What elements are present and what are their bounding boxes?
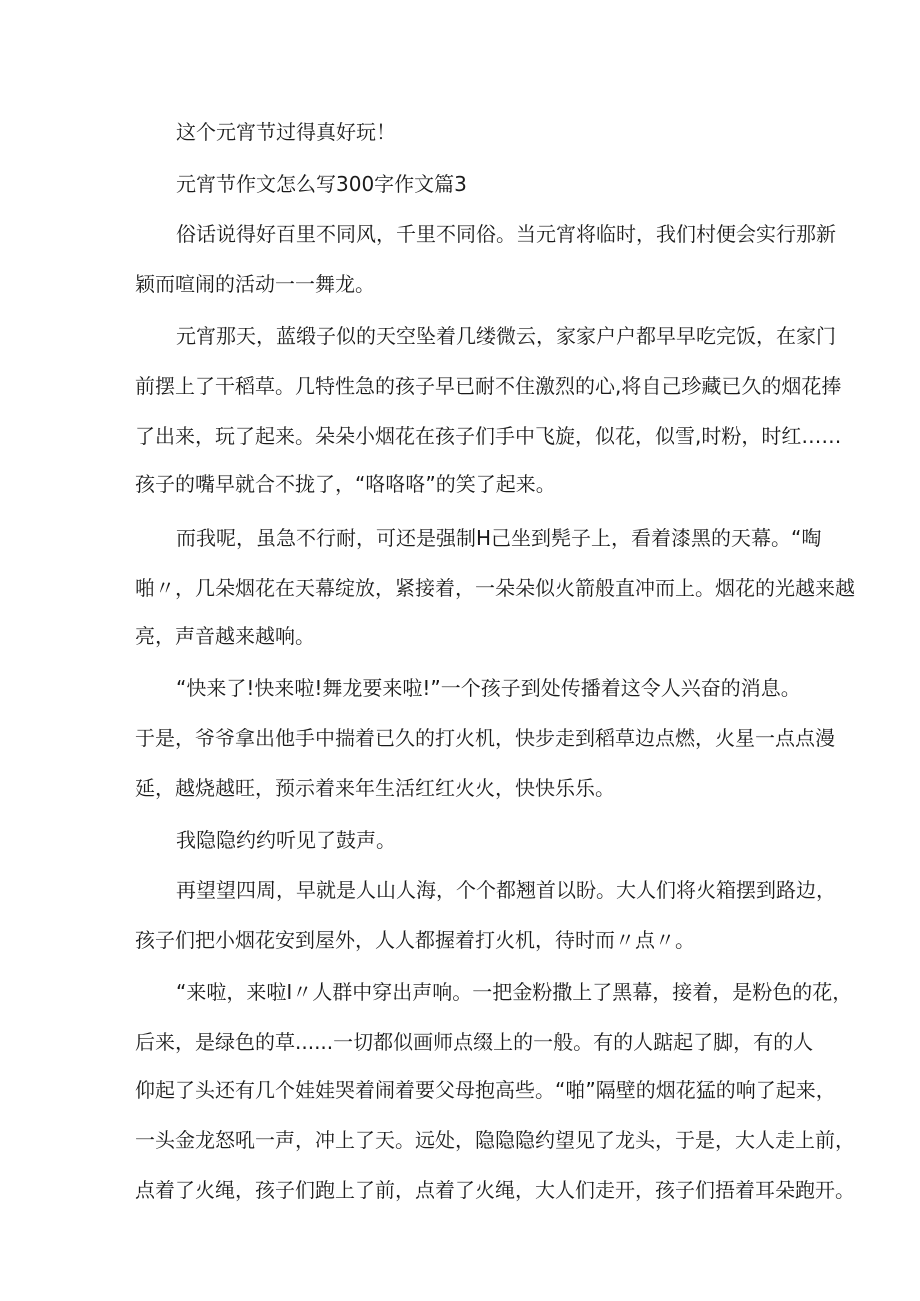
- paragraph-line: 我隐隐约约听见了鼓声。: [176, 828, 396, 852]
- paragraph-line: 孩子们把小烟花安到屋外，人人都握着打火机，待时而〃点〃。: [135, 928, 695, 952]
- paragraph-line: 孩子的嘴早就合不拢了，“咯咯咯”的笑了起来。: [135, 472, 556, 496]
- paragraph-line: 一头金龙怒吼一声，冲上了天。远处，隐隐隐约望见了龙头，于是，大人走上前，: [135, 1128, 855, 1152]
- paragraph-line: 再望望四周，早就是人山人海，个个都翘首以盼。大人们将火箱摆到路边，: [176, 878, 836, 902]
- paragraph-line: 延，越烧越旺，预示着来年生活红红火火，快快乐乐。: [135, 776, 615, 800]
- paragraph-line: 点着了火绳，孩子们跑上了前，点着了火绳，大人们走开，孩子们捂着耳朵跑开。: [135, 1178, 855, 1202]
- paragraph-line: 亮，声音越来越响。: [135, 624, 315, 648]
- paragraph-line: 而我呢，虽急不行耐，可还是强制H己坐到髡子上，看着漆黑的天幕。“啕: [176, 526, 822, 550]
- paragraph-line: 于是，爷爷拿出他手中揣着已久的打火机，快步走到稻草边点燃，火星一点点漫: [135, 726, 835, 750]
- paragraph-line: 了出来，玩了起来。朵朵小烟花在孩子们手中飞旋，似花，似雪,时粉，时红……: [135, 424, 842, 448]
- paragraph-line: 元宵那天，蓝缎子似的天空坠着几缕微云，家家户户都早早吃完饭，在家门: [176, 324, 836, 348]
- paragraph-line: 这个元宵节过得真好玩！: [176, 120, 396, 144]
- paragraph-line: “快来了!快来啦!舞龙要来啦!”一个孩子到处传播着这令人兴奋的消息。: [176, 676, 801, 700]
- paragraph-line: 俗话说得好百里不同风，千里不同俗。当元宵将临时，我们村便会实行那新: [176, 222, 836, 246]
- paragraph-line: 啪〃，几朵烟花在天幕绽放，紧接着，一朵朵似火箭般直冲而上。烟花的光越来越: [135, 576, 855, 600]
- paragraph-line: 仰起了头还有几个娃娃哭着闹着要父母抱高些。“啪”隔壁的烟花猛的响了起来，: [135, 1078, 836, 1102]
- paragraph-line: “来啦，来啦I〃人群中穿出声响。一把金粉撒上了黑幕，接着，是粉色的花，: [176, 980, 853, 1004]
- paragraph-line: 后来，是绿色的草......一切都似画师点缀上的一般。有的人踮起了脚，有的人: [135, 1030, 814, 1054]
- paragraph-line: 颖而喧闹的活动一一舞龙。: [135, 272, 375, 296]
- section-heading: 元宵节作文怎么写300字作文篇3: [176, 172, 467, 196]
- paragraph-line: 前摆上了干稻草。几特性急的孩子早已耐不住激烈的心,将自己珍藏已久的烟花捧: [135, 374, 842, 398]
